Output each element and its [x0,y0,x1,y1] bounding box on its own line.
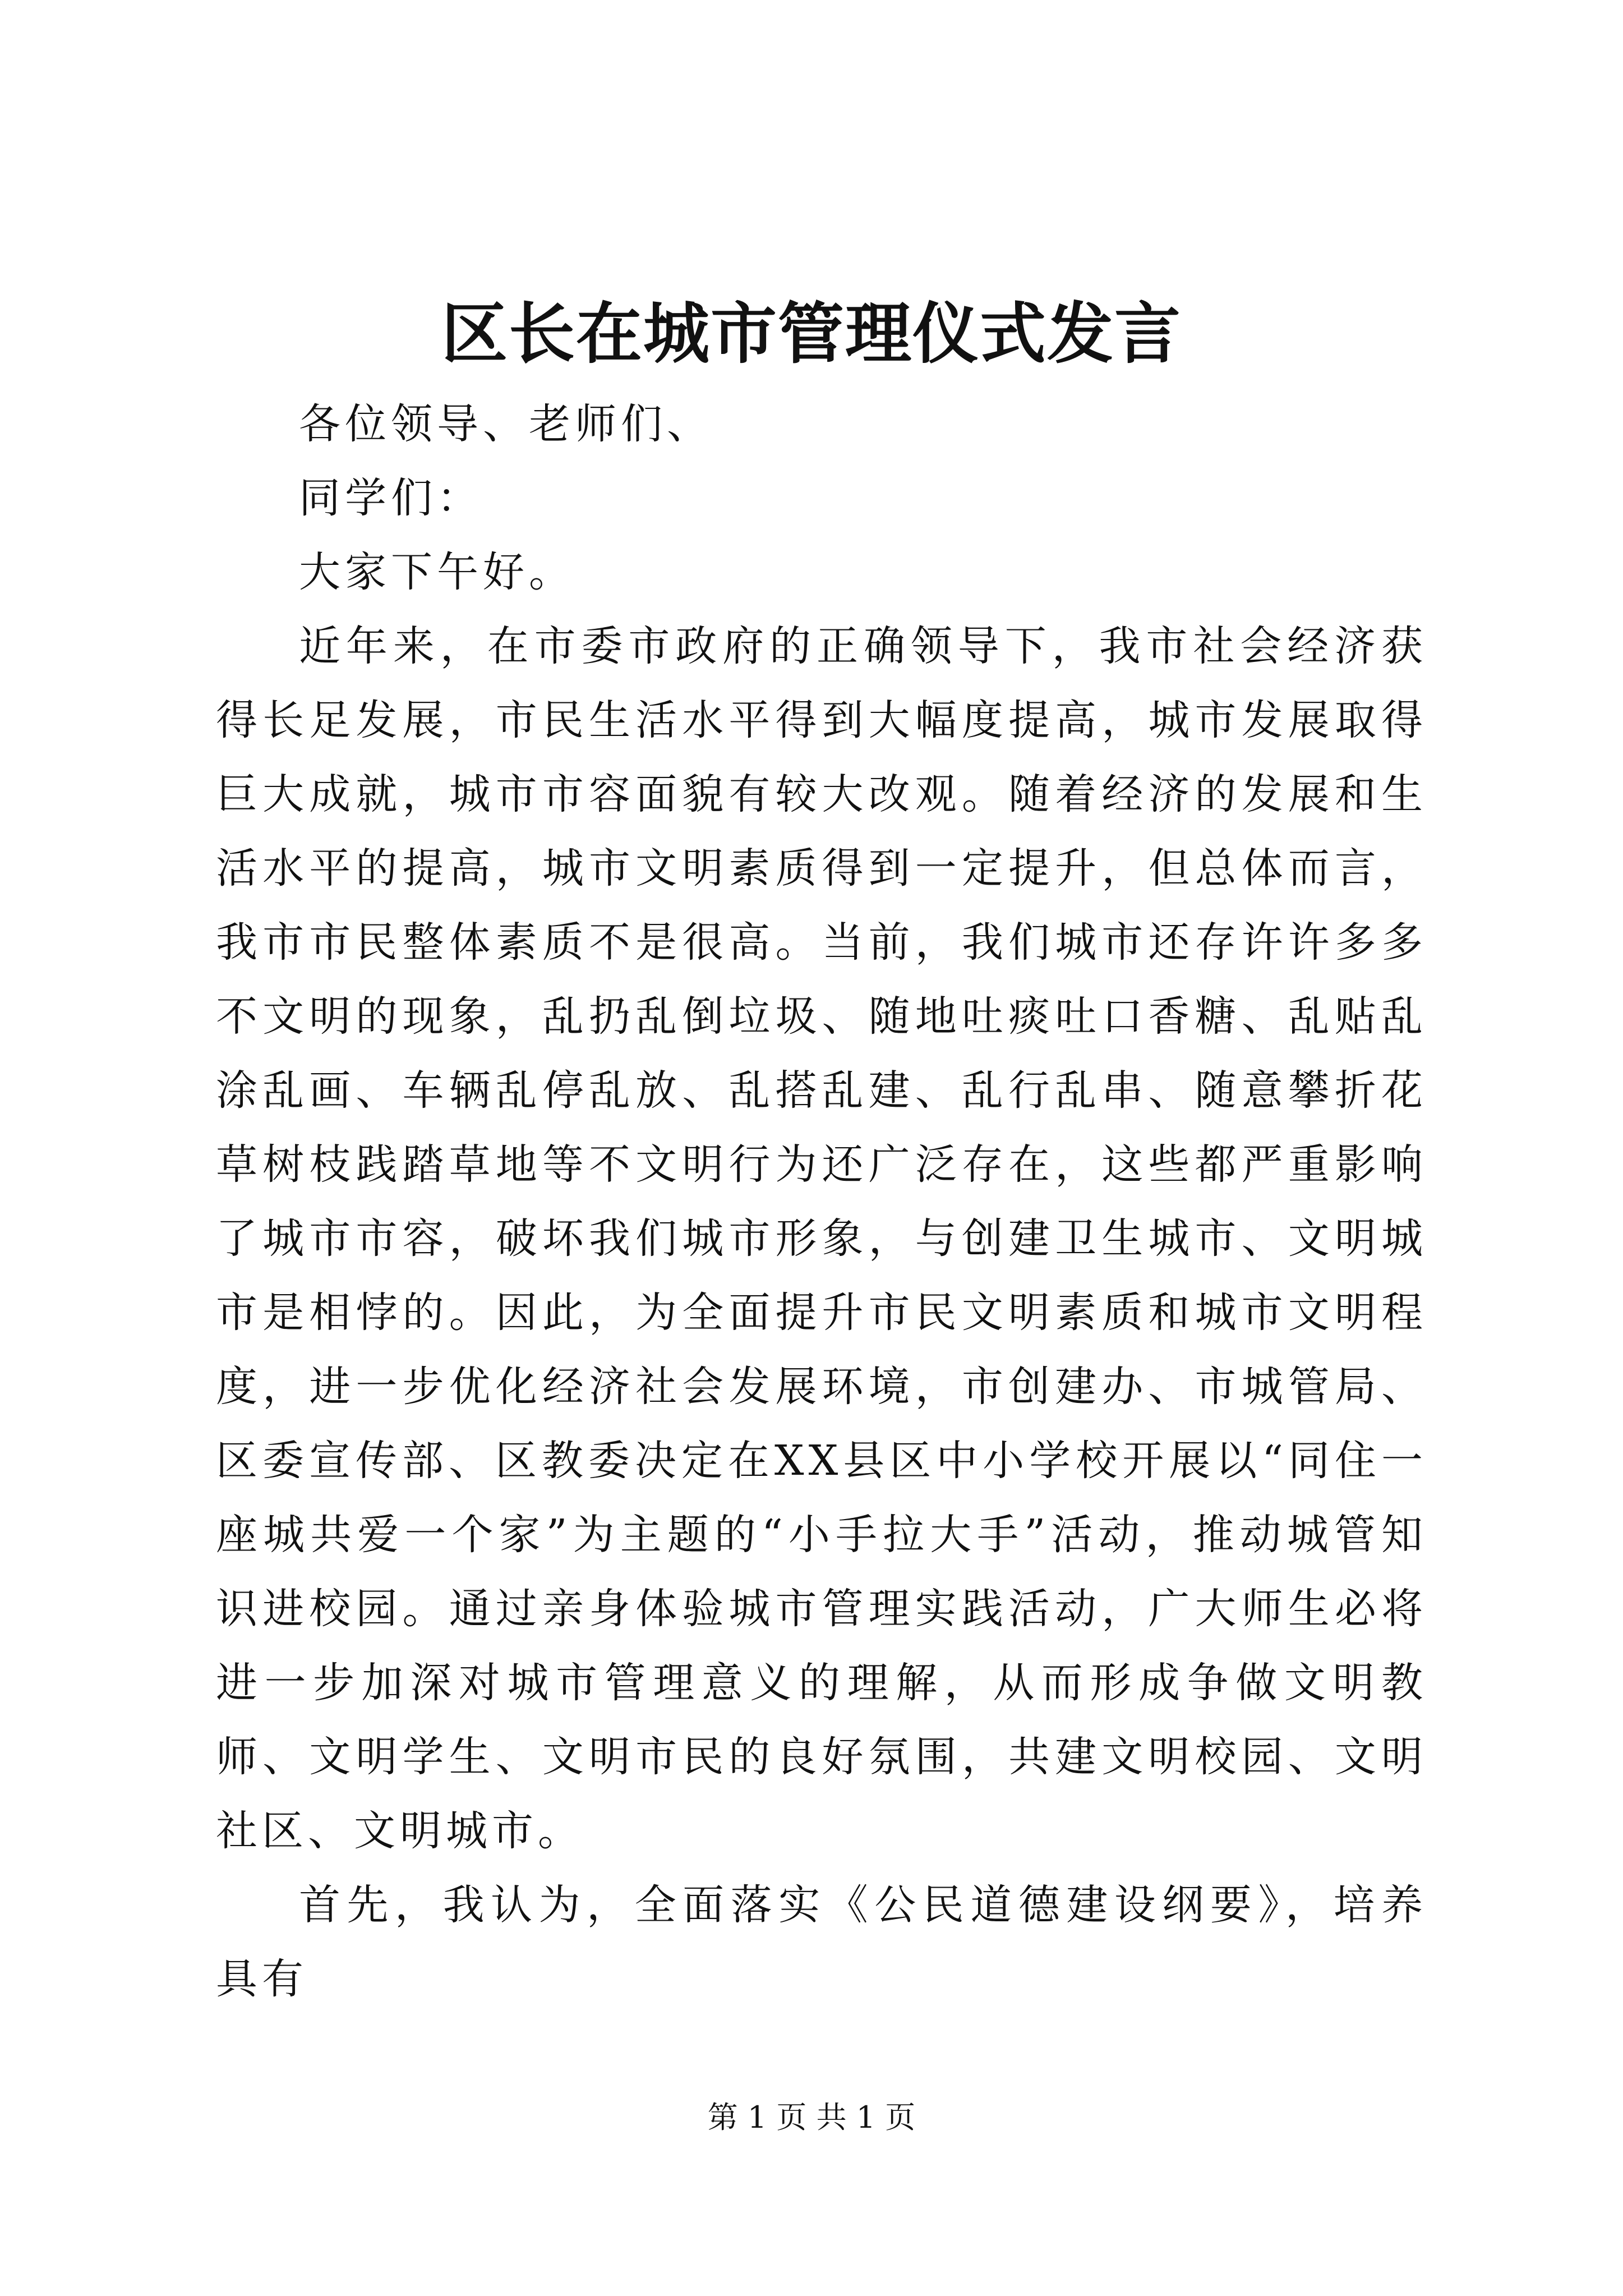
body-paragraph-1: 近年来，在市委市政府的正确领导下，我市社会经济获得长足发展，市民生活水平得到大幅度提高，城市发展取得巨大成就，城市市容面貌有较大改观。随着经济的发展和生活水平的提高，城市文明素质得到一定提升，但总体而言，我市市民整体素质不是很高。当前，我们城市还存许许多多不文明的现象，乱扔乱倒垃圾、随地吐痰吐口香糖、乱贴乱涂乱画、车辆乱停乱放、乱搭乱建、乱行乱串、随意攀折花草树枝践踏草地等不文明行为还广泛存在，这些都严重影响了城市市容，破坏我们城市形象，与创建卫生城市、文明城市是相悖的。因此，为全面提升市民文明素质和城市文明程度，进一步优化经济社会发展环境，市创建办、市城管局、区委宣传部、区教委决定在XX县区中小学校开展以“同住一座城共爱一个家”为主题的“小手拉大手”活动，推动城管知识进校园。通过亲身体验城市管理实践活动，广大师生必将进一步加深对城市管理意义的理解，从而形成争做文明教师、文明学生、文明市民的良好氛围，共建文明校园、文明社区、文明城市。 [216,622,1427,1855]
body-paragraph-2: 首先，我认为，全面落实《公民道德建设纲要》，培养具有 [216,1881,1427,2003]
greeting-line-3: 大家下午好。 [299,548,575,596]
greeting-line-1: 各位领导、老师们、 [299,400,713,448]
page-footer: 第 1 页 共 1 页 [707,2100,916,2135]
greeting-line-2: 同学们： [299,474,483,522]
document-title: 区长在城市管理仪式发言 [441,295,1182,372]
document-body [216,387,1427,2016]
